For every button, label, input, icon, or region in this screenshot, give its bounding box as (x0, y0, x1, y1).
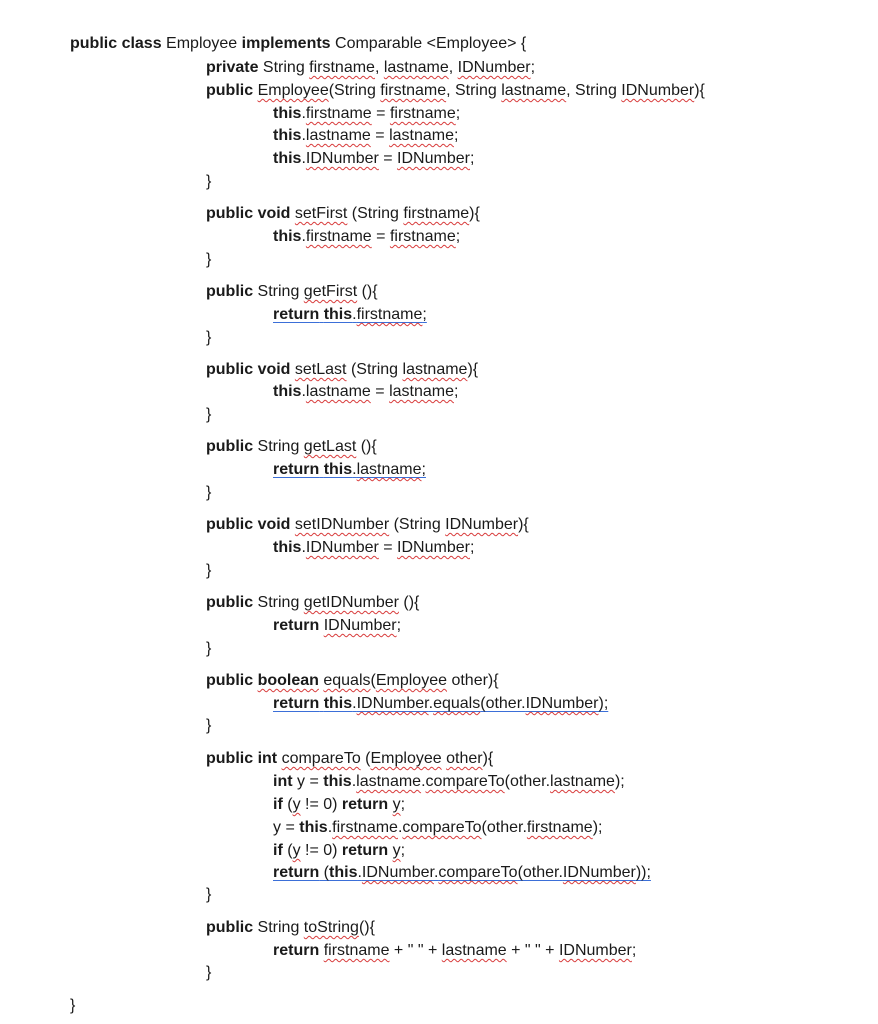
code-line: return (this.IDNumber.compareTo(other.IDNumber)); (273, 864, 651, 881)
code-line-class-declaration: public class Employee implements Comparable <Employee> { (70, 35, 527, 52)
closing-brace: } (206, 329, 212, 346)
closing-brace: } (206, 886, 212, 903)
code-line: return IDNumber; (273, 617, 402, 634)
code-line: if (y != 0) return y; (273, 796, 406, 813)
code-line: if (y != 0) return y; (273, 842, 406, 859)
code-line: return this.IDNumber.equals(other.IDNumber); (273, 695, 609, 712)
closing-brace: } (206, 717, 212, 734)
code-line-get-first: public String getFirst (){ (206, 283, 378, 300)
code-line-get-last: public String getLast (){ (206, 438, 377, 455)
code-line-set-idnumber: public void setIDNumber (String IDNumber){ (206, 516, 529, 533)
class-closing-brace: } (70, 997, 76, 1014)
code-line: this.IDNumber = IDNumber; (273, 539, 475, 556)
closing-brace: } (206, 562, 212, 579)
code-line-get-idnumber: public String getIDNumber (){ (206, 594, 420, 611)
code-line-set-first: public void setFirst (String firstname){ (206, 205, 480, 222)
code-line: this.lastname = lastname; (273, 383, 459, 400)
code-line-fields: private String firstname, lastname, IDNumber; (206, 59, 536, 76)
code-line: y = this.firstname.compareTo(other.firstname); (273, 819, 603, 836)
closing-brace: } (206, 406, 212, 423)
code-line: this.lastname = lastname; (273, 127, 459, 144)
closing-brace: } (206, 251, 212, 268)
code-line-compare-to: public int compareTo (Employee other){ (206, 750, 494, 767)
code-line: return this.firstname; (273, 306, 427, 323)
code-line: int y = this.lastname.compareTo(other.lastname); (273, 773, 625, 790)
code-line-constructor: public Employee(String firstname, String lastname, String IDNumber){ (206, 82, 705, 99)
code-line-equals: public boolean equals(Employee other){ (206, 672, 499, 689)
closing-brace: } (206, 173, 212, 190)
code-line: return firstname + " " + lastname + " " + IDNumber; (273, 942, 637, 959)
code-line: this.firstname = firstname; (273, 228, 461, 245)
code-line-to-string: public String toString(){ (206, 919, 375, 936)
code-line: this.firstname = firstname; (273, 105, 461, 122)
closing-brace: } (206, 640, 212, 657)
code-line-set-last: public void setLast (String lastname){ (206, 361, 479, 378)
code-line: return this.lastname; (273, 461, 426, 478)
closing-brace: } (206, 484, 212, 501)
code-line: this.IDNumber = IDNumber; (273, 150, 475, 167)
closing-brace: } (206, 964, 212, 981)
